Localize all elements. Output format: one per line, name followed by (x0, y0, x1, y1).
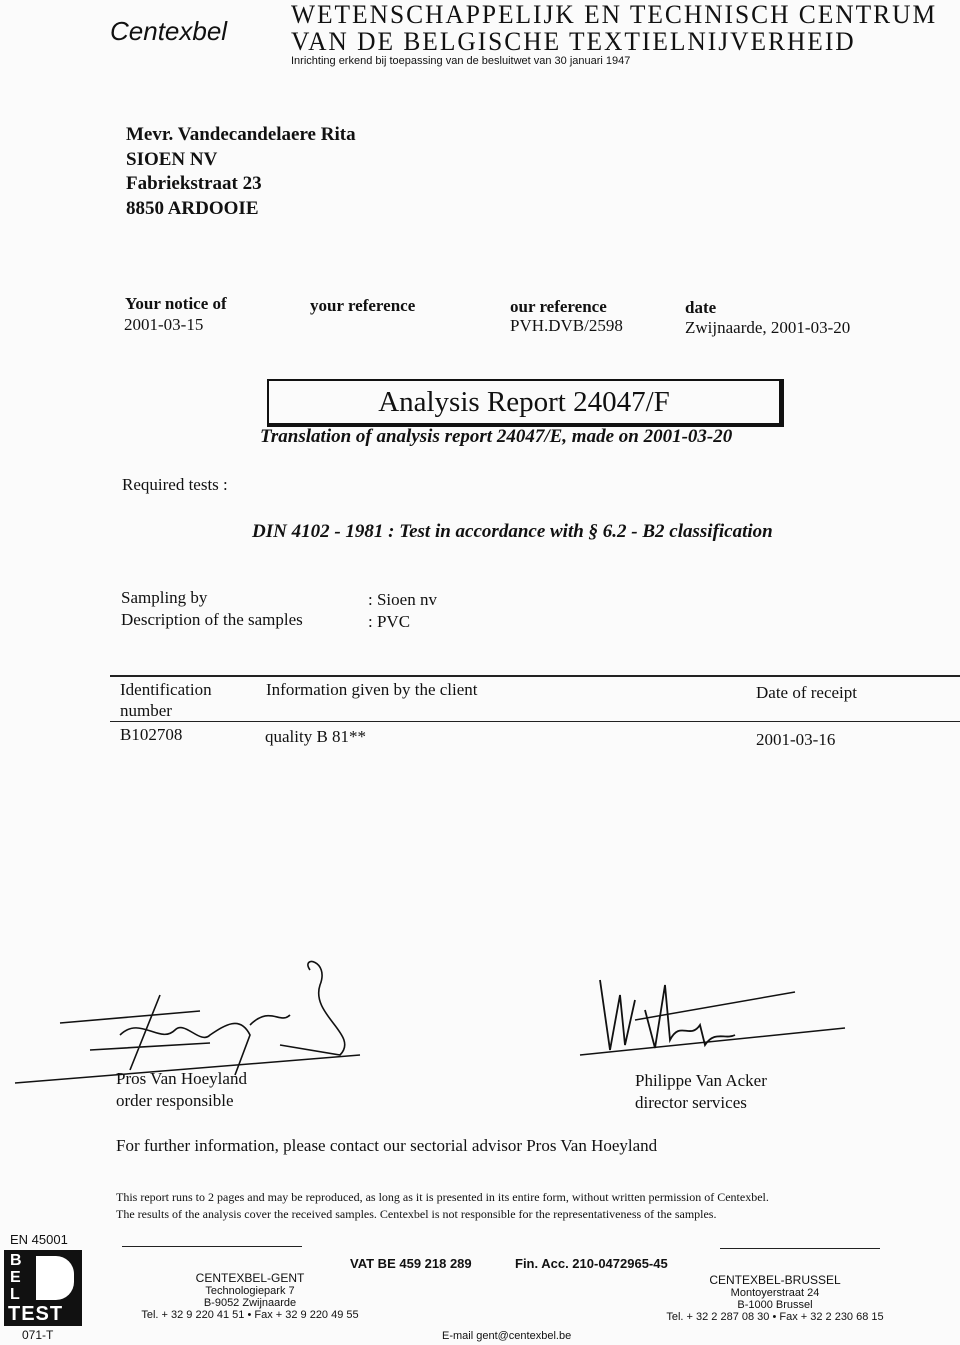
en45001-certification: EN 45001 (10, 1232, 68, 1247)
addressee-block (126, 123, 356, 221)
signature-philippe-van-acker (575, 970, 855, 1065)
letterhead-title-line2: VAN DE BELGISCHE TEXTIELNIJVERHEID (291, 27, 856, 56)
brussel-phone: Tel. + 32 2 287 08 30 • Fax + 32 2 230 68 15 (666, 1311, 884, 1323)
letterhead-title-line1: WETENSCHAPPELIJK EN TECHNISCH CENTRUM (291, 0, 938, 29)
sample-description-label: Description of the samples (121, 610, 303, 629)
table-top-rule (110, 675, 960, 677)
addressee-line: Mevr. Vandecandelaere Rita (126, 124, 356, 145)
your-reference-label: your reference (310, 296, 416, 315)
header-date-of-receipt: Date of receipt (756, 683, 857, 702)
disclaimer-line-2: The results of the analysis cover the received samples. Centexbel is not responsible for the representativeness of the samples. (116, 1207, 717, 1221)
sample-description-value: : PVC (368, 612, 411, 631)
addressee-line: Fabriekstraat 23 (126, 173, 262, 194)
brussel-office (640, 1273, 910, 1323)
notice-value: 2001-03-15 (124, 315, 204, 334)
table-header-rule (110, 721, 960, 722)
footer-rule-right (720, 1248, 880, 1249)
header-identification-number: Identification number (120, 680, 212, 720)
brussel-street: Montoyerstraat 24 (730, 1287, 820, 1299)
contact-note: For further information, please contact our sectorial advisor Pros Van Hoeyland (116, 1136, 658, 1155)
test-description: DIN 4102 - 1981 : Test in accordance with § 6.2 - B2 classification (252, 521, 773, 542)
footer-rule-left (122, 1246, 302, 1247)
vat-number: VAT BE 459 218 289 (350, 1256, 472, 1271)
addressee-line: 8850 ARDOOIE (126, 197, 259, 219)
signatory-1-role: order responsible (116, 1091, 234, 1110)
report-translation-note: Translation of analysis report 24047/E, made on 2001-03-20 (260, 426, 733, 447)
addressee-line: SIOEN NV (126, 148, 218, 170)
signatory-1-name: Pros Van Hoeyland (116, 1069, 247, 1088)
signatory-2-name: Philippe Van Acker (635, 1071, 767, 1090)
brussel-city: B-1000 Brussel (737, 1299, 813, 1311)
letterhead-subtitle: Inrichting erkend bij toepassing van de besluitwet van 30 januari 1947 (291, 55, 631, 67)
gent-office (110, 1271, 390, 1321)
gent-city: B-9052 Zwijnaarde (203, 1297, 297, 1309)
centexbel-logo: Centexbel (110, 16, 228, 46)
gent-phone: Tel. + 32 9 220 41 51 • Fax + 32 9 220 49 55 (141, 1309, 359, 1321)
beltest-logo: B E L TEST (4, 1250, 82, 1326)
disclaimer-line-1: This report runs to 2 pages and may be reproduced, as long as it is presented in its entire form, without written permission of Centexbel. (116, 1190, 769, 1204)
required-tests-label: Required tests : (122, 475, 228, 494)
signatory-2-role: director services (635, 1093, 747, 1112)
report-title-box (267, 379, 784, 427)
report-title: Analysis Report 24047/F (378, 386, 670, 418)
footer-email: E-mail gent@centexbel.be (442, 1330, 572, 1342)
gent-street: Technologiepark 7 (205, 1285, 295, 1297)
cell-identification: B102708 (120, 725, 183, 744)
our-reference-label: our reference (510, 297, 607, 316)
sampling-label: Sampling by (121, 588, 208, 607)
date-label: date (685, 298, 717, 317)
gent-name: CENTEXBEL-GENT (195, 1271, 305, 1285)
cell-date-receipt: 2001-03-16 (756, 730, 836, 749)
cell-client-info: quality B 81** (265, 727, 367, 746)
our-reference-value: PVH.DVB/2598 (510, 316, 623, 335)
header-client-information: Information given by the client (266, 680, 478, 699)
date-value: Zwijnaarde, 2001-03-20 (685, 318, 851, 337)
notice-label: Your notice of (125, 294, 227, 313)
financial-account: Fin. Acc. 210-0472965-45 (515, 1256, 668, 1271)
beltest-number: 071-T (22, 1328, 54, 1342)
brussel-name: CENTEXBEL-BRUSSEL (709, 1273, 841, 1287)
sampling-value: : Sioen nv (368, 590, 437, 609)
